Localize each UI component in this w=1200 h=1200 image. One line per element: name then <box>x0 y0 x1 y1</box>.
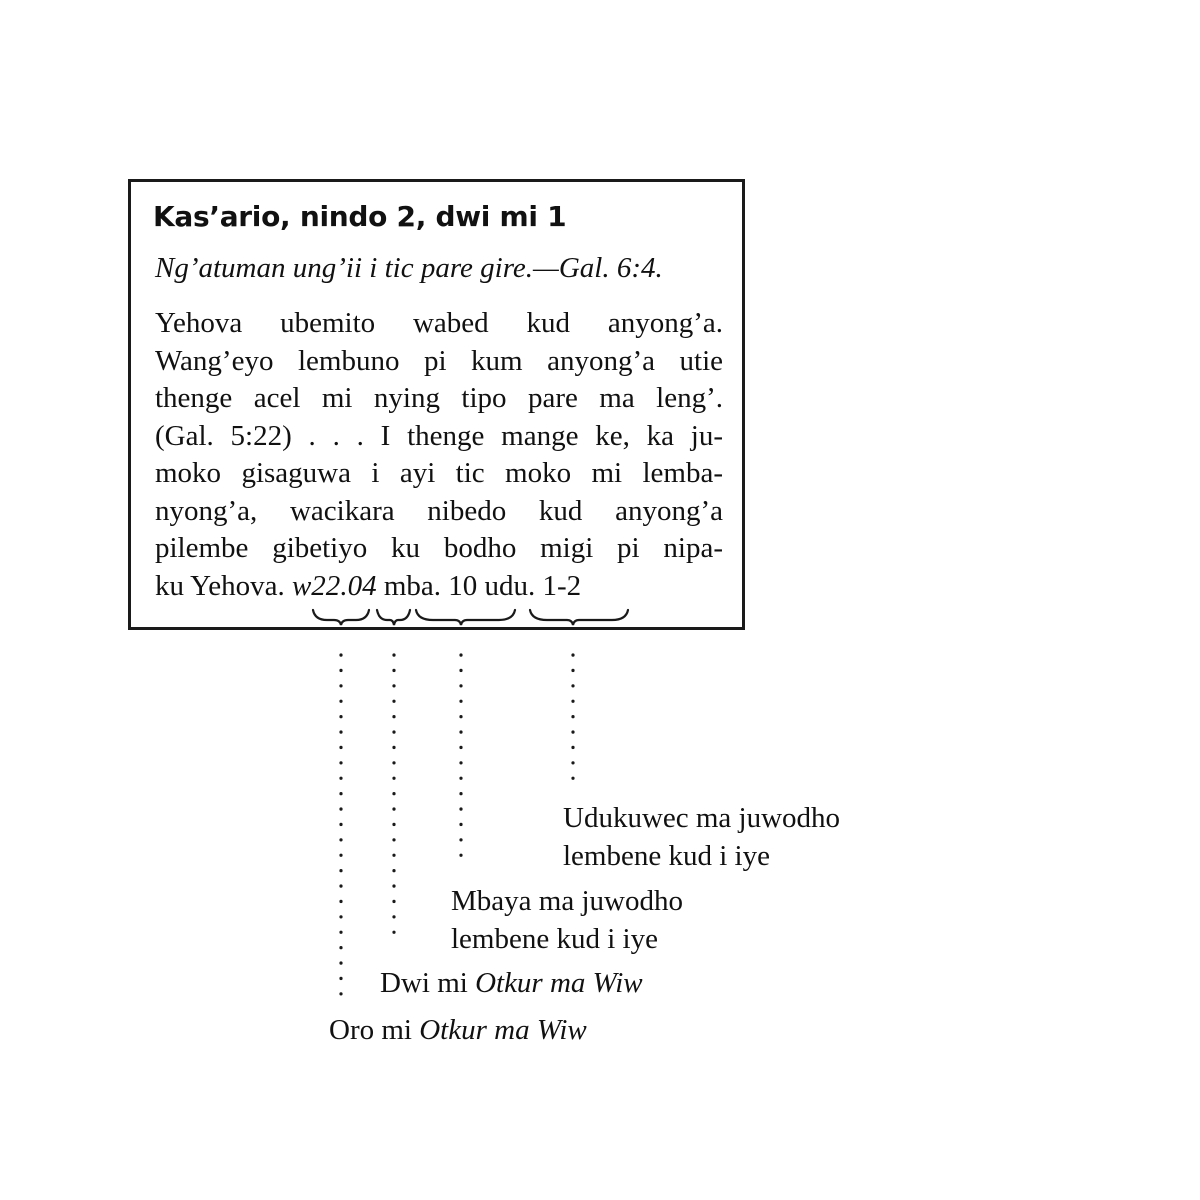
brace-publication <box>313 610 369 625</box>
reference-publication: w22.04 <box>291 569 377 602</box>
body-line: Wang’eyo lembuno pi kum anyong’a utie <box>155 344 723 377</box>
daily-text-title: Kas’ario, nindo 2, dwi mi 1 <box>153 200 567 233</box>
reference-prefix: ku Yehova. <box>155 569 285 602</box>
reference-paragraph: udu. 1-2 <box>484 569 582 602</box>
theme-scripture: Ng’atuman ung’ii i tic pare gire.—Gal. 6:4. <box>155 252 663 284</box>
body-line: thenge acel mi nying tipo pare ma leng’. <box>155 382 723 414</box>
brace-paragraph <box>530 610 628 625</box>
label-publication: Oro mi Otkur ma Wiw <box>329 1014 587 1046</box>
body-line: nyong’a, wacikara nibedo kud anyong’a <box>155 494 723 527</box>
label-issue: Dwi mi Otkur ma Wiw <box>380 967 643 999</box>
label-paragraph: Udukuwec ma juwodho lembene kud i iye <box>563 802 841 872</box>
body-line: Yehova ubemito wabed kud anyong’a. <box>155 307 723 339</box>
reference-issue: .04 <box>340 569 377 602</box>
body-line: (Gal. 5:22) . . . I thenge mange ke, ka ju- <box>155 419 723 452</box>
label-article: Mbaya ma juwodho lembene kud i iye <box>451 885 683 955</box>
brace-issue <box>377 610 410 625</box>
brace-article <box>416 610 515 625</box>
body-line: moko gisaguwa i ayi tic moko mi lemba- <box>155 457 723 489</box>
body-line: pilembe gibetiyo ku bodho migi pi nipa- <box>155 532 723 564</box>
reference-article: mba. 10 <box>383 569 478 602</box>
